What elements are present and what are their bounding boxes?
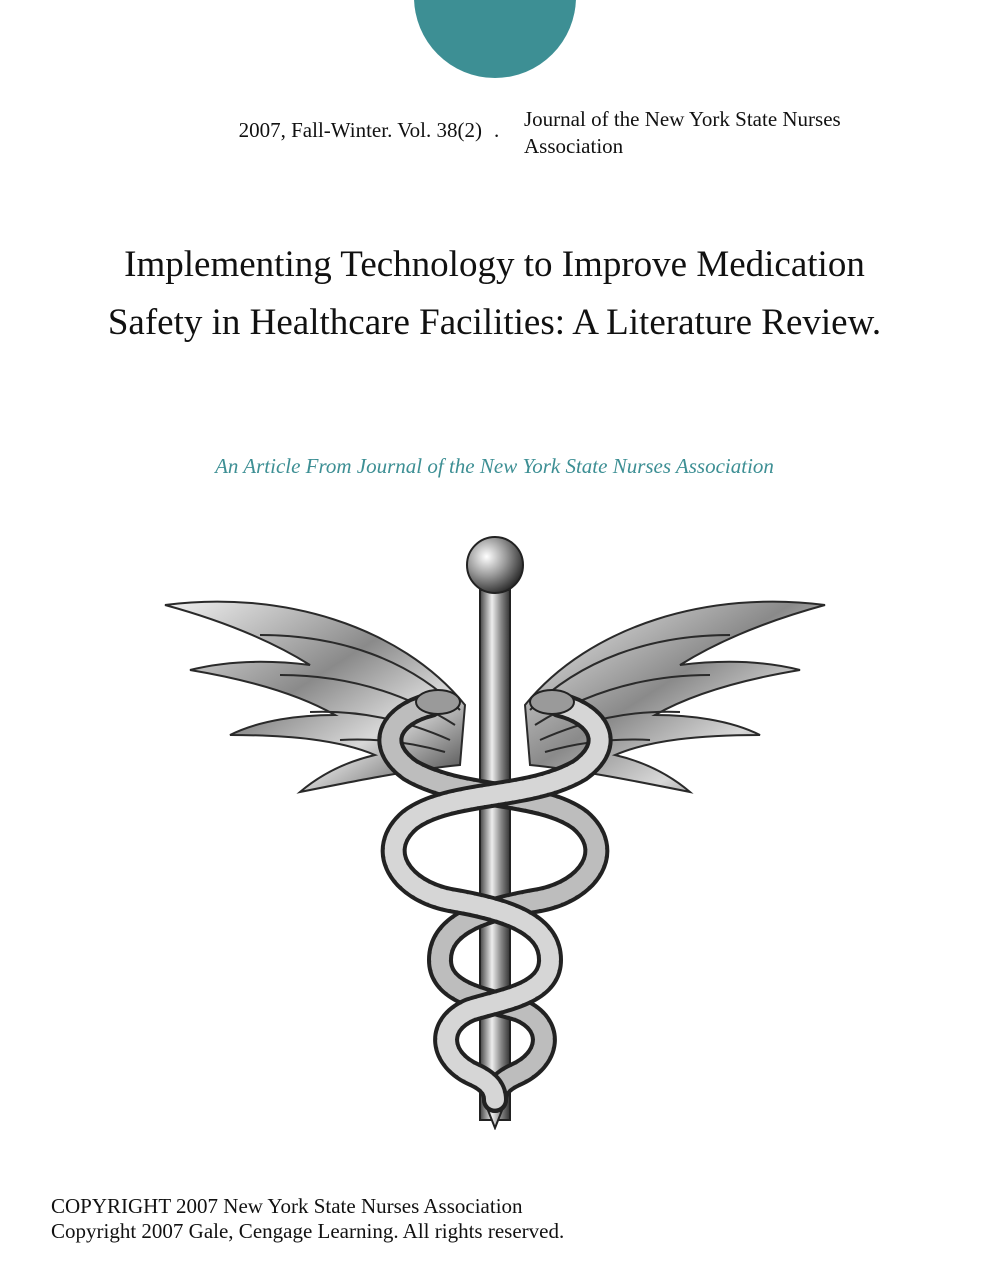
article-title: Implementing Technology to Improve Medication Safety in Healthcare Facilities: A Literature Review.	[107, 244, 882, 343]
header	[0, 106, 989, 166]
article-subtitle: An Article From Journal of the New York State Nurses Association	[215, 454, 774, 478]
copyright-line: COPYRIGHT 2007 New York State Nurses Association	[51, 1194, 523, 1218]
issue-info: 2007, Fall-Winter. Vol. 38(2)	[238, 118, 482, 142]
decorative-circle	[414, 0, 576, 78]
staff	[480, 590, 510, 1120]
copyright-block	[51, 1194, 564, 1244]
journal-name: Journal of the New York State Nurses Association	[524, 107, 841, 158]
header-separator: .	[494, 118, 500, 142]
staff-knob	[467, 537, 523, 593]
copyright-line: Copyright 2007 Gale, Cengage Learning. All rights reserved.	[51, 1219, 565, 1243]
caduceus-icon	[160, 530, 830, 1130]
